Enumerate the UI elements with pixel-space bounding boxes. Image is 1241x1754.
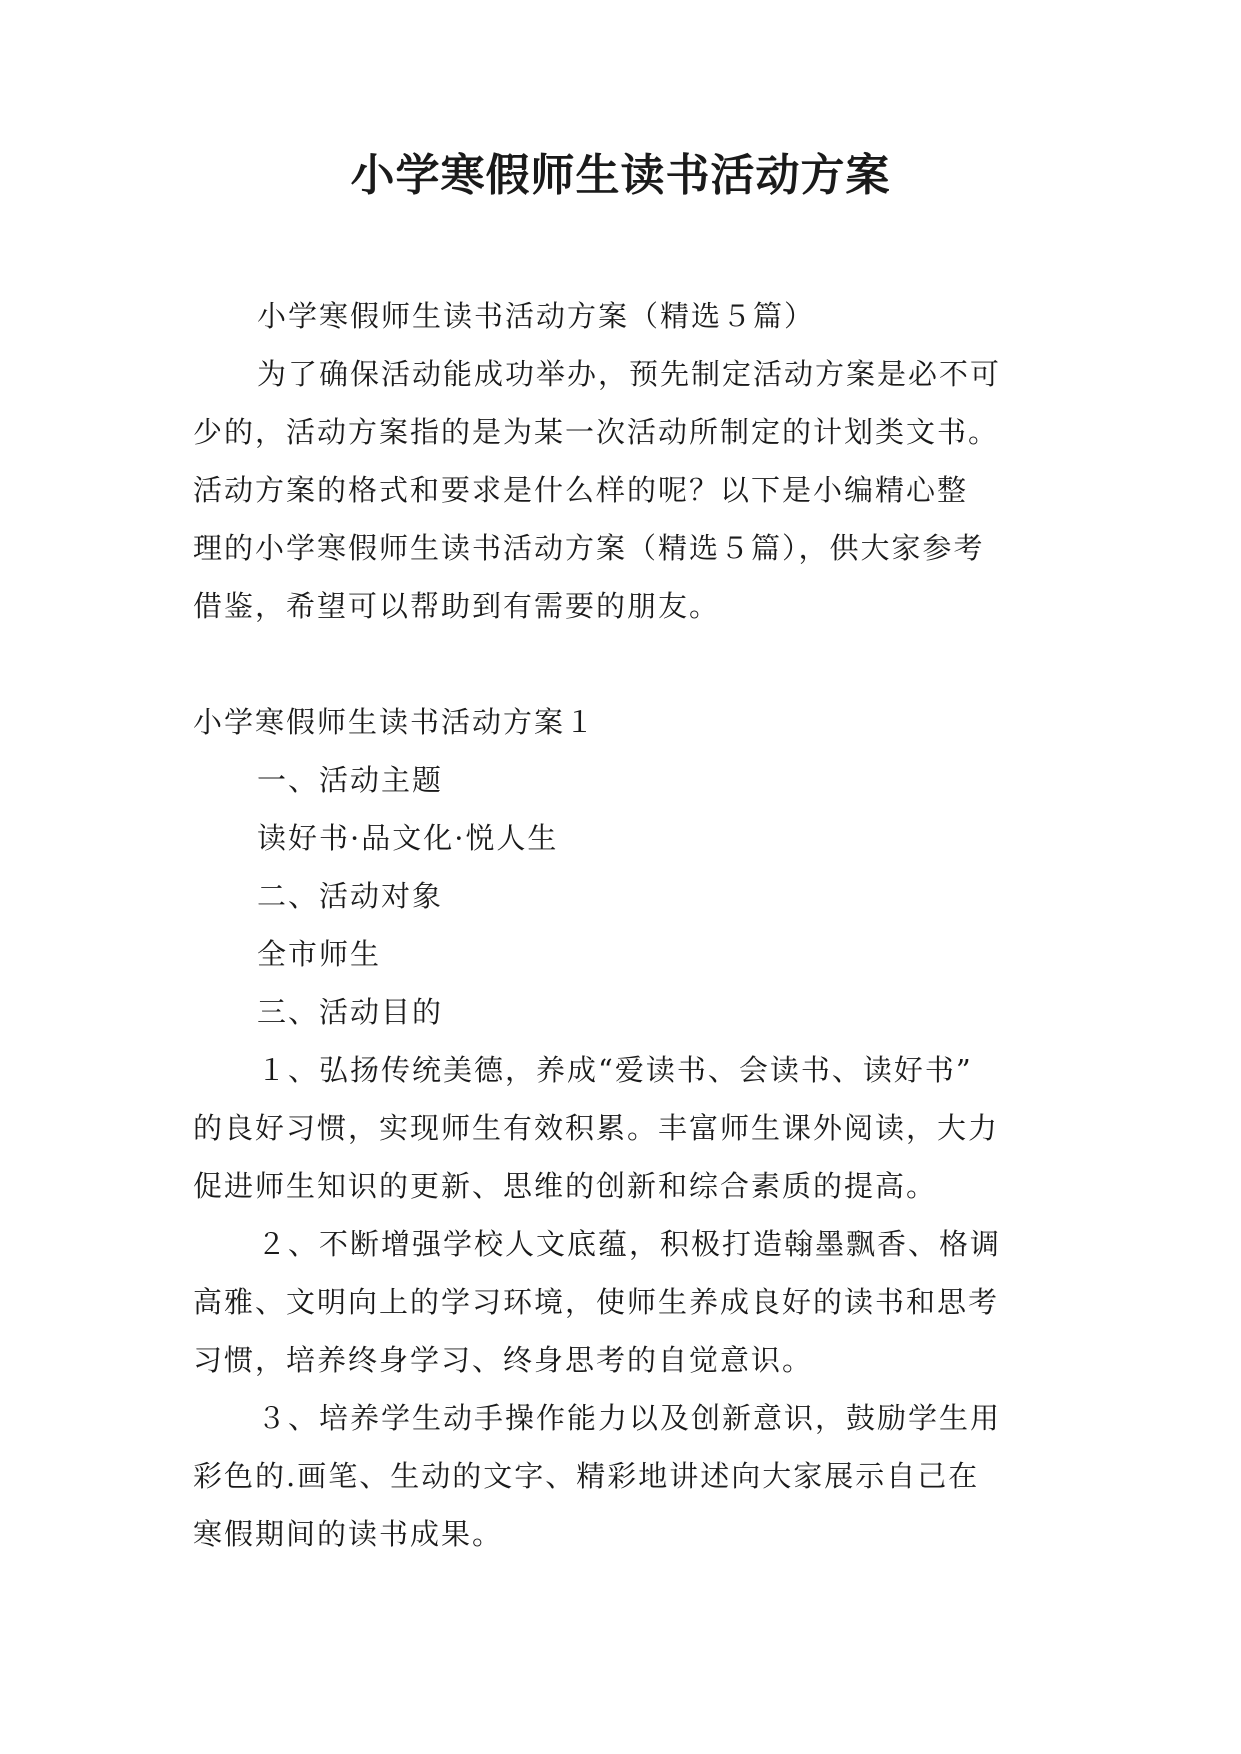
intro-line: 少的，活动方案指的是为某一次活动所制定的计划类文书。 bbox=[193, 415, 1000, 449]
item-heading-theme: 一、活动主题 bbox=[257, 763, 444, 797]
document-body bbox=[193, 287, 1061, 1563]
goal-line: １、弘扬传统美德，养成“爱读书、会读书、读好书” bbox=[257, 1053, 973, 1087]
item-heading-audience: 二、活动对象 bbox=[257, 879, 444, 913]
item-audience-value: 全市师生 bbox=[257, 937, 382, 971]
goal-line: 彩色的.画笔、生动的文字、精彩地讲述向大家展示自己在 bbox=[193, 1459, 980, 1493]
document-title: 小学寒假师生读书活动方案 bbox=[350, 150, 891, 201]
goal-line: 高雅、文明向上的学习环境，使师生养成良好的读书和思考 bbox=[193, 1285, 1000, 1319]
goal-line: ２、不断增强学校人文底蕴，积极打造翰墨飘香、格调 bbox=[257, 1227, 1002, 1261]
goal-paragraph-3 bbox=[193, 1389, 1061, 1563]
goal-paragraph-2 bbox=[193, 1215, 1061, 1389]
goal-line: ３、培养学生动手操作能力以及创新意识，鼓励学生用 bbox=[257, 1401, 1002, 1435]
intro-paragraph bbox=[193, 345, 1061, 635]
paragraph-gap bbox=[193, 635, 1061, 693]
goal-paragraph-1 bbox=[193, 1041, 1061, 1215]
goal-line: 习惯，培养终身学习、终身思考的自觉意识。 bbox=[193, 1343, 814, 1377]
goal-line: 的良好习惯，实现师生有效积累。丰富师生课外阅读，大力 bbox=[193, 1111, 1000, 1145]
intro-line: 借鉴，希望可以帮助到有需要的朋友。 bbox=[193, 589, 721, 623]
intro-line: 活动方案的格式和要求是什么样的呢？以下是小编精心整 bbox=[193, 473, 969, 507]
section-heading: 小学寒假师生读书活动方案１ bbox=[193, 705, 597, 739]
item-heading-goals: 三、活动目的 bbox=[257, 995, 444, 1029]
document-subtitle: 小学寒假师生读书活动方案（精选５篇） bbox=[257, 299, 816, 333]
item-theme-value: 读好书·品文化·悦人生 bbox=[257, 821, 559, 855]
intro-line: 为了确保活动能成功举办，预先制定活动方案是必不可 bbox=[257, 357, 1002, 391]
goal-line: 促进师生知识的更新、思维的创新和综合素质的提高。 bbox=[193, 1169, 938, 1203]
goal-line: 寒假期间的读书成果。 bbox=[193, 1517, 504, 1551]
intro-line: 理的小学寒假师生读书活动方案（精选５篇），供大家参考 bbox=[193, 531, 985, 565]
